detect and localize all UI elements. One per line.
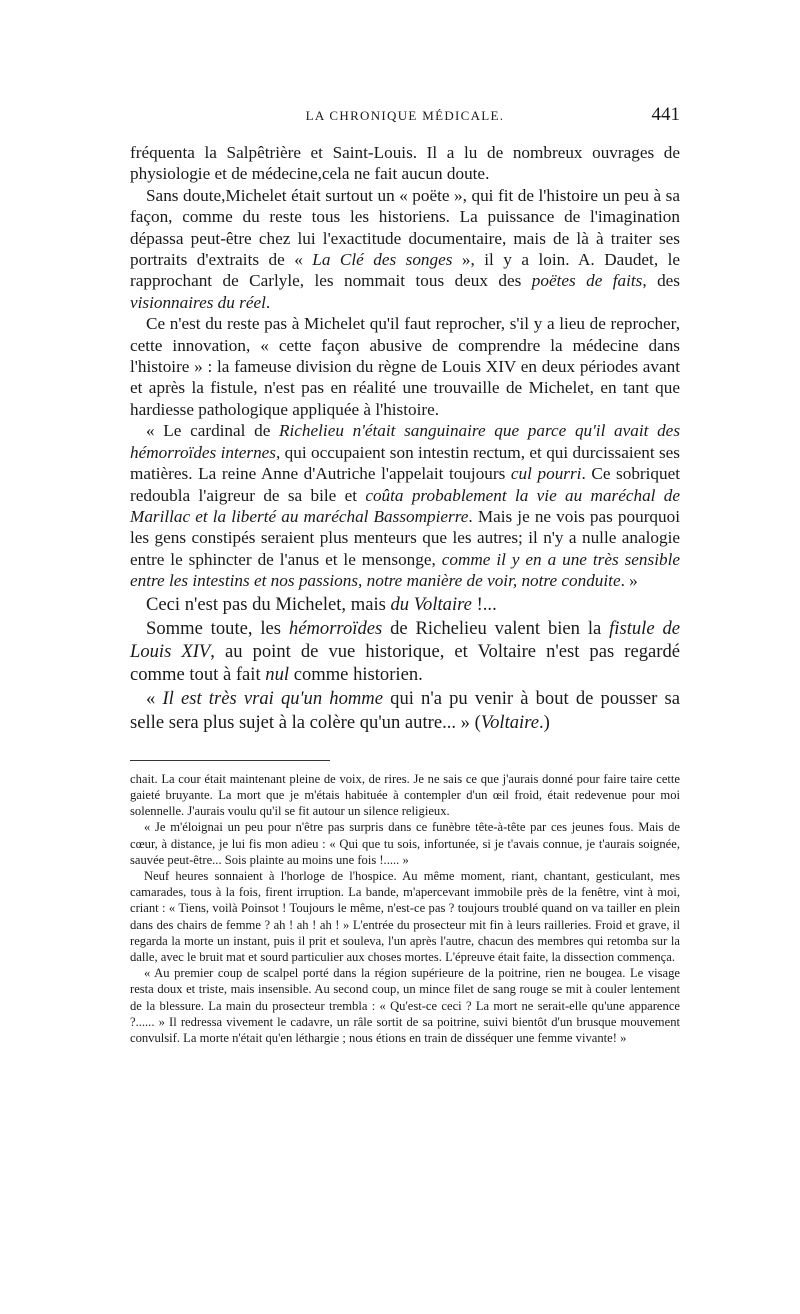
paragraph-6 <box>130 617 680 687</box>
italic-run: Il est très vrai qu'un homme <box>162 688 383 710</box>
text-run: Ceci n'est pas du Michelet, mais <box>146 593 391 615</box>
italic-run: Voltaire <box>480 711 540 733</box>
text-run: !... <box>471 593 497 615</box>
italic-run: cul pourri <box>510 464 582 484</box>
footnote-paragraph: chait. La cour était maintenant pleine de voix, de rires. Je ne sais ce que j'aurais donné pour faire taire cette gaieté bruyante. La mort que je m'étais habituée à contempler d'un œil froid, était redevenue pour moi solennelle. J'aurais voulu qu'il se fit autour un silence religieux. <box>130 771 680 819</box>
italic-run: nul <box>265 664 290 686</box>
main-text <box>130 142 680 734</box>
text-run: comme historien. <box>289 664 423 686</box>
text-run: . Ce sobriquet redoubla l'aigreur de sa bile et <box>130 464 681 505</box>
text-run: Sans doute,Michelet était surtout un « poëte », qui fit de l'histoire un peu à sa façon, comme du reste tous les historiens. La puissance de l'imagination dépassa peut-être chez lui l'exactitude documentaire, mais de là à traiter ses portraits d'extraits de « <box>130 185 680 270</box>
text-run: , au point de vue historique, et Voltaire n'est pas regardé comme tout à fait <box>130 640 680 686</box>
paragraph-1: fréquenta la Salpêtrière et Saint-Louis. Il a lu de nombreux ouvrages de physiologie et de médecine,cela ne fait aucun doute. <box>130 143 680 184</box>
paragraph-3: Ce n'est du reste pas à Michelet qu'il faut reprocher, s'il y a lieu de reprocher, cette innovation, « cette façon abusive de comprendre la médecine dans l'histoire » : la fameuse division du règne de Louis XIV en deux périodes avant et après la fistule, n'est pas en réalité une trouvaille de Michelet, en tant que hardiesse pathologique appliquée à l'histoire. <box>130 314 680 419</box>
text-run: . » <box>620 571 638 591</box>
text-run: de Richelieu valent bien la <box>382 617 610 639</box>
italic-run: comme il y en a une très sensible entre les intestins et nos passions, notre manière de voir, notre conduite <box>130 549 680 591</box>
text-run: « <box>146 688 163 710</box>
italic-run: hémorroïdes <box>288 617 383 639</box>
italic-run: La Clé des songes <box>312 250 453 270</box>
text-run: .) <box>539 711 550 733</box>
italic-run: Richelieu n'était sanguinaire que parce qu'il avait des hémorroïdes internes <box>130 421 681 462</box>
footnote-divider <box>130 760 330 761</box>
text-run: « Le cardinal de <box>146 421 280 441</box>
footnote-paragraph: Neuf heures sonnaient à l'horloge de l'hospice. Au même moment, riant, chantant, gesticulant, mes camarades, tous à la fois, firent irruption. La bande, m'apercevant immobile près de la fenêtre, vint à moi, criant : « Tiens, voilà Poinsot ! Toujours le même, n'est-ce pas ? toujours troublé quand on va tailler en plein dans des chairs de femme ? ah ! ah ! ah ! » L'entrée du prosecteur mit fin à leurs railleries. Froid et grave, il regarda la morte un instant, puis il prit et souleva, l'un après l'autre, chacun des membres qui retomba sur la dalle, avec le bruit mat et sourd particulier aux choses mortes. L'épreuve était faite, la dissection commença. <box>130 868 680 964</box>
italic-run: fistule de Louis XIV <box>130 617 680 662</box>
italic-run: coûta probablement la vie au maréchal de Marillac et la liberté au maréchal Bassompierre <box>130 485 681 526</box>
text-run: , des <box>642 271 680 291</box>
text-run: . <box>265 292 271 312</box>
paragraph-7 <box>130 687 680 733</box>
paragraph-4 <box>130 420 680 591</box>
italic-run: poëtes de faits <box>531 271 643 291</box>
running-title: LA CHRONIQUE MÉDICALE. <box>305 108 505 123</box>
paragraph-2 <box>130 185 680 313</box>
text-run: qui n'a pu venir à bout de pousser sa selle sera plus sujet à la colère qu'un autre... » ( <box>130 688 681 733</box>
text-run: , qui occupaient son intestin rectum, et qui durcissaient ses matières. La reine Anne d'Autriche l'appelait toujours <box>130 442 680 484</box>
footnote-paragraph: « Je m'éloignai un peu pour n'être pas surpris dans ce funèbre tête-à-tête par ces jeunes fous. Mais de cœur, à distance, je lui fis mon adieu : « Qui que tu sois, infortunée, si je t'avais connue, je t'aurais soignée, sauvée peut-être... Sois plainte au moins une fois !..... » <box>130 820 680 867</box>
text-run: . Mais je ne vois pas pourquoi les gens constipés seraient plus menteurs que les autres; il n'y a nulle analogie entre le sphincter de l'anus et le mensonge, <box>130 506 680 569</box>
page-header <box>130 104 680 130</box>
page-number: 441 <box>651 104 680 125</box>
footnote-paragraph: « Au premier coup de scalpel porté dans la région supérieure de la poitrine, rien ne bougea. Le visage resta doux et triste, mais insensible. Au second coup, un mince filet de sang rouge se mit à couler lentement de la blessure. La main du prosecteur trembla : « Qu'est-ce ceci ? La mort ne serait-elle qu'une apparence ?...... » Il redressa vivement le cadavre, un râle sortit de sa poitrine, suivi bientôt d'un brusque mouvement convulsif. La morte n'était qu'en léthargie ; nous étions en train de disséquer une femme vivante! » <box>130 966 680 1045</box>
page <box>130 104 680 1046</box>
footnotes <box>130 771 680 1046</box>
text-run: », il y a loin. A. Daudet, le rapprochant de Carlyle, les nommait tous deux des <box>130 250 681 291</box>
italic-run: visionnaires du réel <box>130 292 266 312</box>
text-run: Somme toute, les <box>146 617 289 639</box>
paragraph-5 <box>130 593 680 616</box>
italic-run: du Voltaire <box>390 593 472 615</box>
